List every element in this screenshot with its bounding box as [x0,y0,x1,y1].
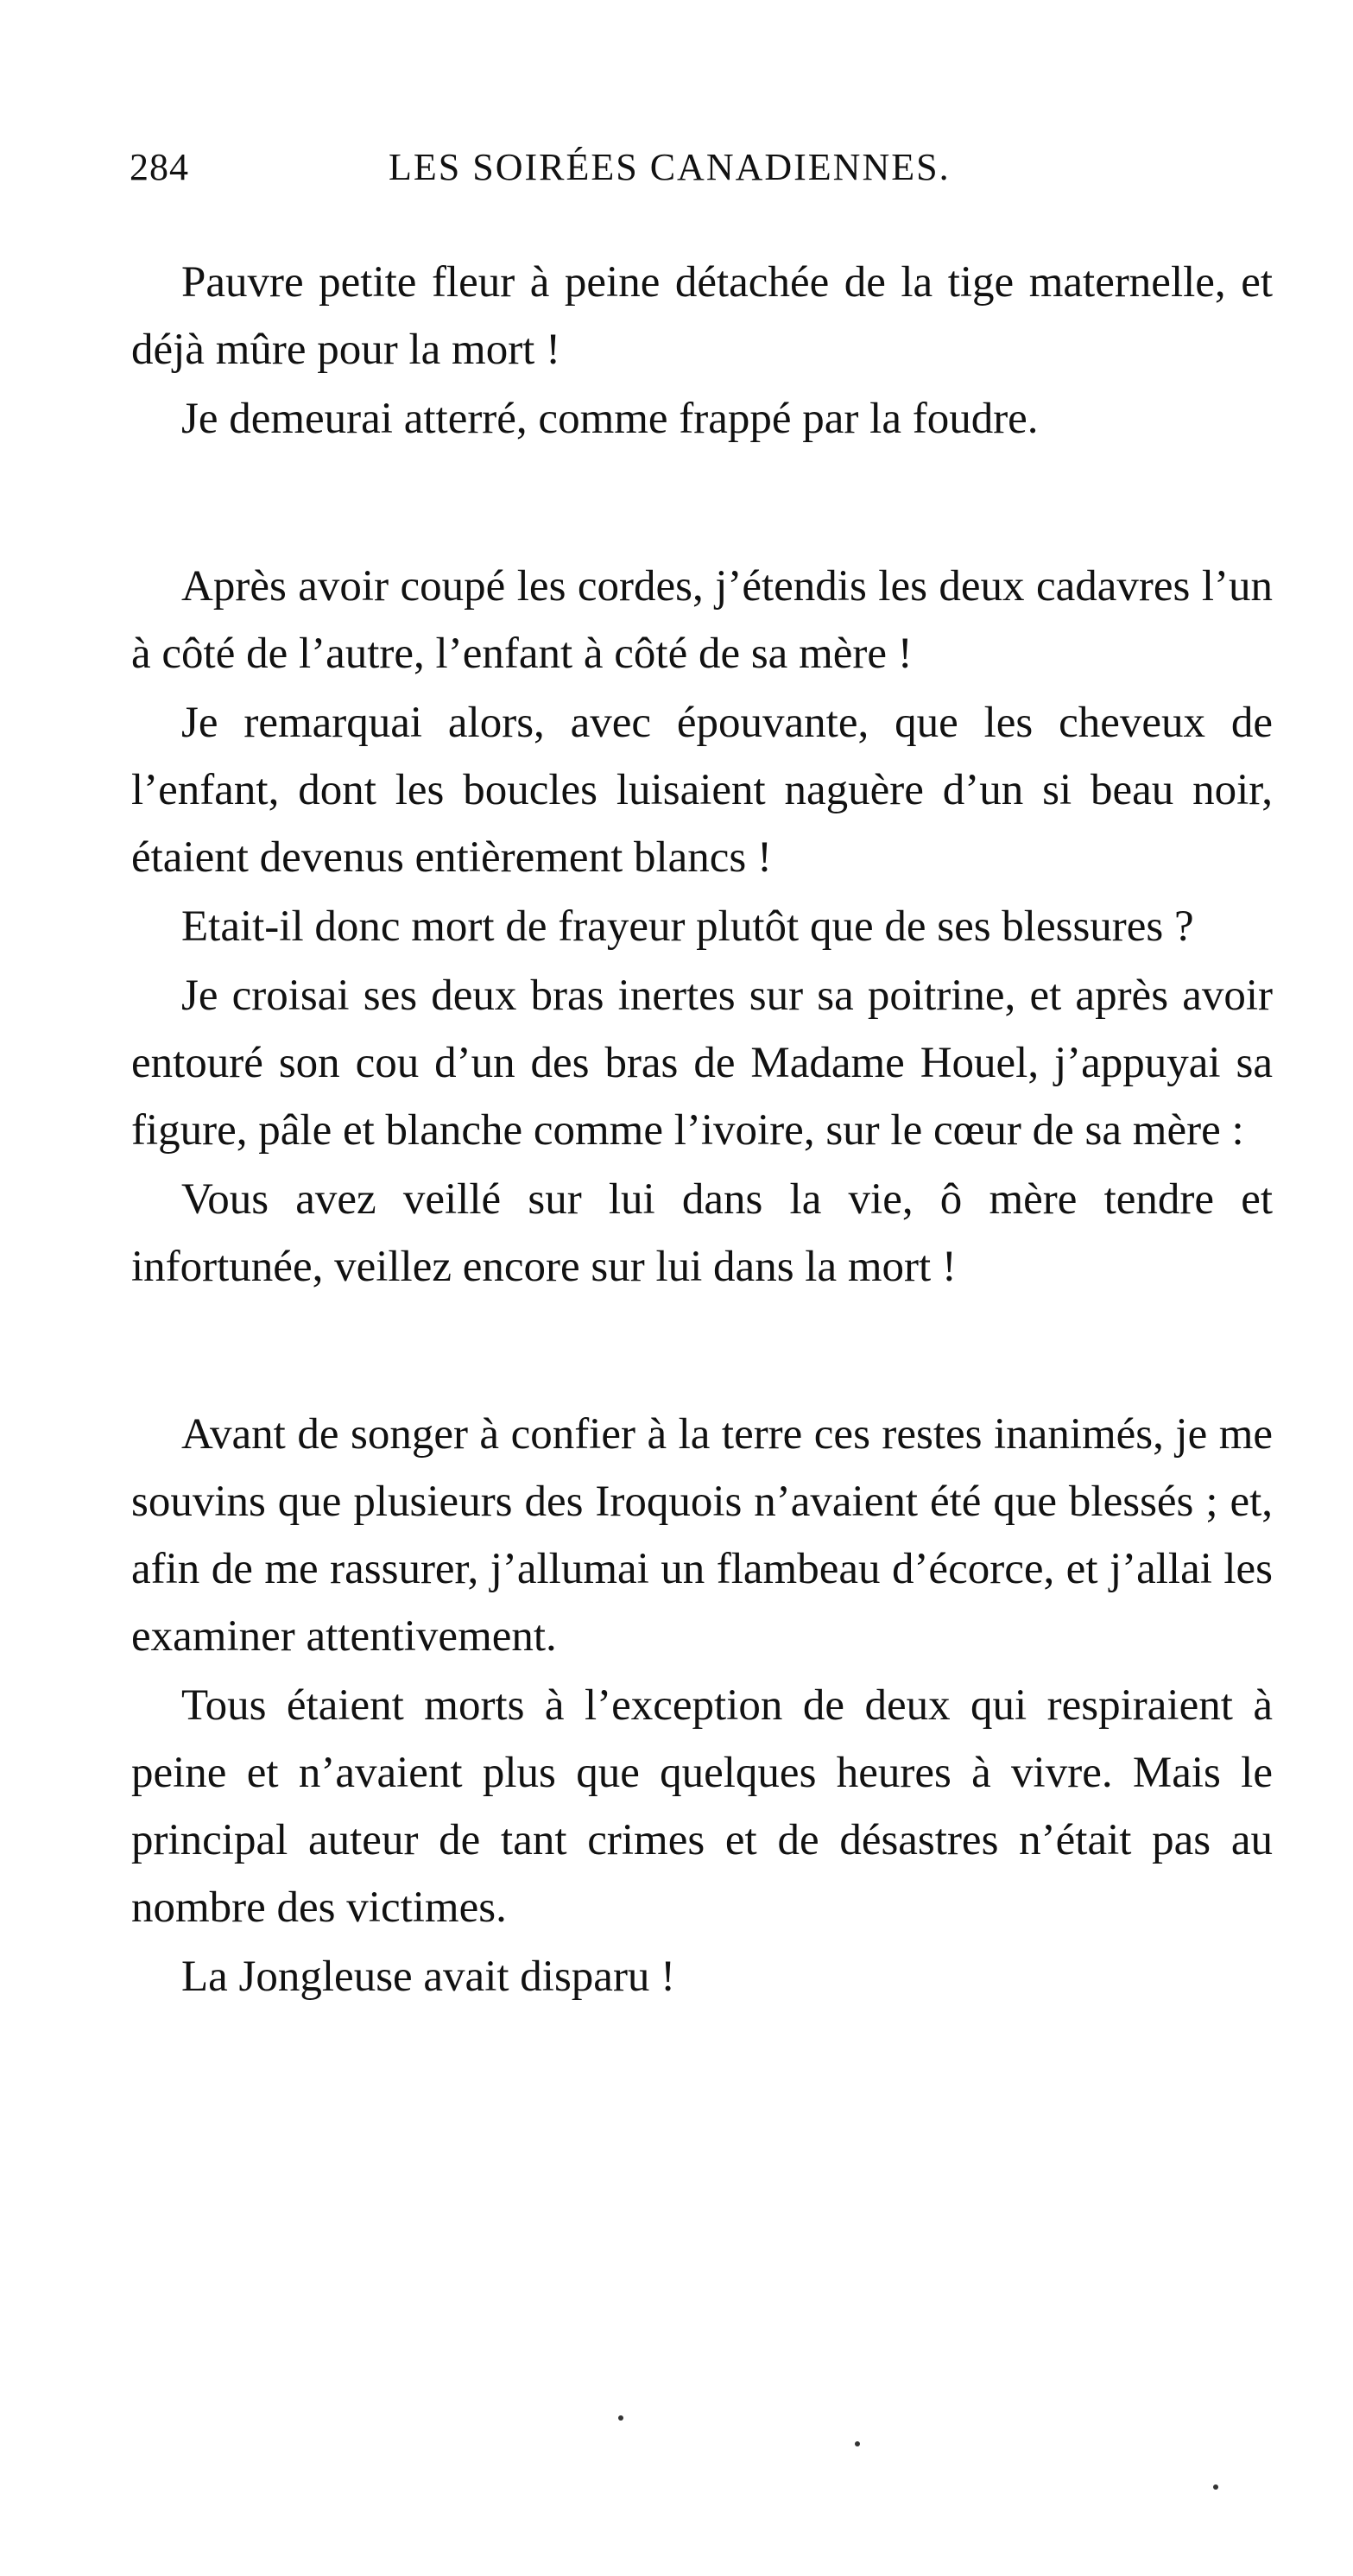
paragraph: Tous étaient morts à l’exception de deux qui respiraient à peine et n’avaient plus que quelques heures à vivre. Mais le principal auteur de tant crimes et de désastres n’était pas au nombre des victimes. [131,1681,1273,1932]
paragraph: Je croisai ses deux bras inertes sur sa poitrine, et après avoir entouré son cou d’un des bras de Madame Houel, j’appuyai sa figure, pâle et blanche comme l’ivoire, sur le cœur de sa mère : [131,972,1273,1155]
paragraph: Avant de songer à confier à la terre ces restes inanimés, je me souvins que plusieurs des Iroquois n’avaient été que blessés ; et, afin de me rassurer, j’allumai un flambeau d’écorce, et j’allai les examiner attentivement. [131,1410,1273,1661]
paragraph: Je remarquai alors, avec épouvante, que les cheveux de l’enfant, dont les boucles luisaient naguère d’un si beau noir, étaient devenus entièrement blancs ! [131,699,1273,882]
paragraph: Etait-il donc mort de frayeur plutôt que de ses blessures ? [181,902,1194,951]
section-break [131,1302,1273,1401]
body-text [131,249,1273,2012]
ink-speck [1213,2484,1218,2490]
paragraph: La Jongleuse avait disparu ! [181,1953,676,2001]
section-break [131,454,1273,553]
running-title: LES SOIRÉES CANADIENNES. [389,146,951,188]
paragraph: Je demeurai atterré, comme frappé par la foudre. [181,395,1039,443]
paragraph: Vous avez veillé sur lui dans la vie, ô mère tendre et infortunée, veillez encore sur lui dans la mort ! [131,1175,1273,1291]
paragraph: Après avoir coupé les cordes, j’étendis les deux cadavres l’un à côté de l’autre, l’enfant à côté de sa mère ! [131,562,1273,678]
ink-speck [855,2441,860,2446]
page-header [130,145,1252,197]
paragraph: Pauvre petite fleur à peine détachée de la tige maternelle, et déjà mûre pour la mort ! [131,258,1273,374]
ink-speck [618,2415,623,2421]
page-number: 284 [130,146,189,188]
